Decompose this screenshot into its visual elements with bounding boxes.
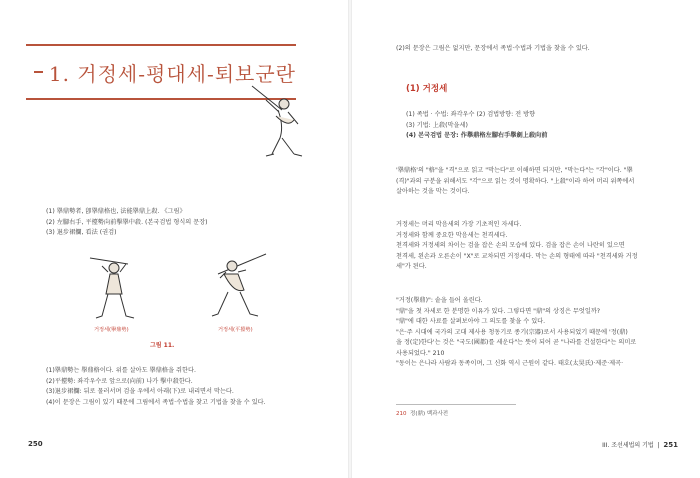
paragraph-3: "거정(擧鼎)": 솥을 들어 올린다. "鼎"을 첫 자세로 한 분명한 이유가 있다. 그렇다면 "鼎"의 상징은 무엇일까? "鼎"에 대한 사료를 살펴보아야 그 의도를 찾을 수 있다. "은·주 시대에 국가의 고대 제사용 청동기로 종기(宗器)로서 사용되었기 때문에 '정(鼎) 을 정(定)한다'는 것은 "국도(國都)를 세운다"는 뜻이 되어 곧 "나라를 건설한다"는 의미로 사용되었다." 210 "동이는 은나라 사람과 동족이며, 그 신화 역시 근원이 같다. 태호(太昊氏)·제준·제곡· [396, 297, 637, 367]
technique-items [406, 110, 686, 142]
list-item: (4) 본국검법 문장: 作擧鼎格左腳右手擧劍上殺向前 [406, 132, 548, 139]
swordsman-illustration-top [248, 80, 310, 158]
list-item: (3) 退步裙攔, 看法 (권검) [46, 229, 117, 236]
technique-list-bottom [46, 366, 266, 408]
list-item: (2)平擡勢: 좌각우수로 앞으로(向前) 나가 擊中殺한다. [46, 377, 193, 385]
list-item: (1) 擧鼎勢者, 卽擧鼎格也, 法能擧鼎上殺. 《그림》 [46, 208, 186, 215]
section-heading: (1) 거정세 [406, 84, 448, 94]
figure-caption-right: 거정세(平擡勢) [218, 327, 253, 333]
footnote-number: 210 [396, 411, 407, 417]
list-item: (2) 左腳右手, 平擡勢向前擊擧中殺. (본국검법 형식의 문장) [46, 218, 208, 226]
running-footer: III. 조선세법의 기법 | 251 [602, 441, 678, 449]
list-item: (4)이 문장은 그림이 있기 때문에 그림에서 족법·수법을 찾고 기법을 찾을 수 있다. [46, 398, 266, 406]
paragraph-1: '擧鼎格'의 "格"을 "격"으로 읽고 "막는다"로 이해하면 되지만, "막는다"는 "각"이다. "擧 (격)"과의 구분을 위해서도 "각"으로 읽는 것이 명확하다. "上殺"이라 하여 머리 위쪽에서 살아하는 것을 막는 것이다. [396, 167, 635, 195]
list-item: (1) 족법 · 수법: 좌각우수 (2) 검법방향: 전 방향 [406, 111, 536, 118]
technique-list-top [46, 207, 208, 239]
chapter-title: 1. 거정세-평대세-퇴보군란 [48, 61, 296, 86]
intro-text: (2)의 문장은 그림은 없지만, 문장에서 족법·수법과 기법을 찾을 수 있다. [396, 45, 590, 52]
footer-chapter: III. 조선세법의 기법 [602, 442, 654, 449]
page-number-right: 251 [663, 441, 678, 449]
footnote [396, 409, 448, 417]
left-page [0, 0, 348, 478]
list-item: (1)擧鼎勢는 擧鼎格이다. 위를 살아도 擧鼎格을 쥐한다. [46, 367, 196, 374]
paragraph-2: 거정세는 머리 막음세의 가장 기초적인 자세다. 거정세와 함께 중요한 막음세는 천격세다. 천격세와 거정세의 차이는 검을 잡은 손의 모습에 있다. 검을 잡은 손이 나란히 있으면 천격세, 왼손과 오른손이 "X"로 교차되면 거정세다. 막는 손의 형태에 따라 "천격세와 거정 세"가 된다. [396, 221, 638, 270]
right-page [352, 0, 700, 478]
list-item: (3) 기법: 上殺(막을세) [406, 121, 468, 129]
title-dash [34, 71, 43, 73]
figure-geojeongse-right [208, 250, 268, 322]
page-number-left: 250 [28, 440, 43, 448]
footnote-divider [396, 404, 516, 405]
figure-geojeongse-left [88, 250, 144, 322]
footnote-text: 정(鼎) 백과사전 [410, 411, 449, 417]
figure-number: 그림 11. [150, 342, 175, 349]
figure-caption-left: 거정세(擧鼎勢) [94, 327, 129, 333]
list-item: (3)退步裙攔: 뒤로 물러서며 검을 우에서 아래(下)로 내리면서 막는다. [46, 388, 234, 395]
